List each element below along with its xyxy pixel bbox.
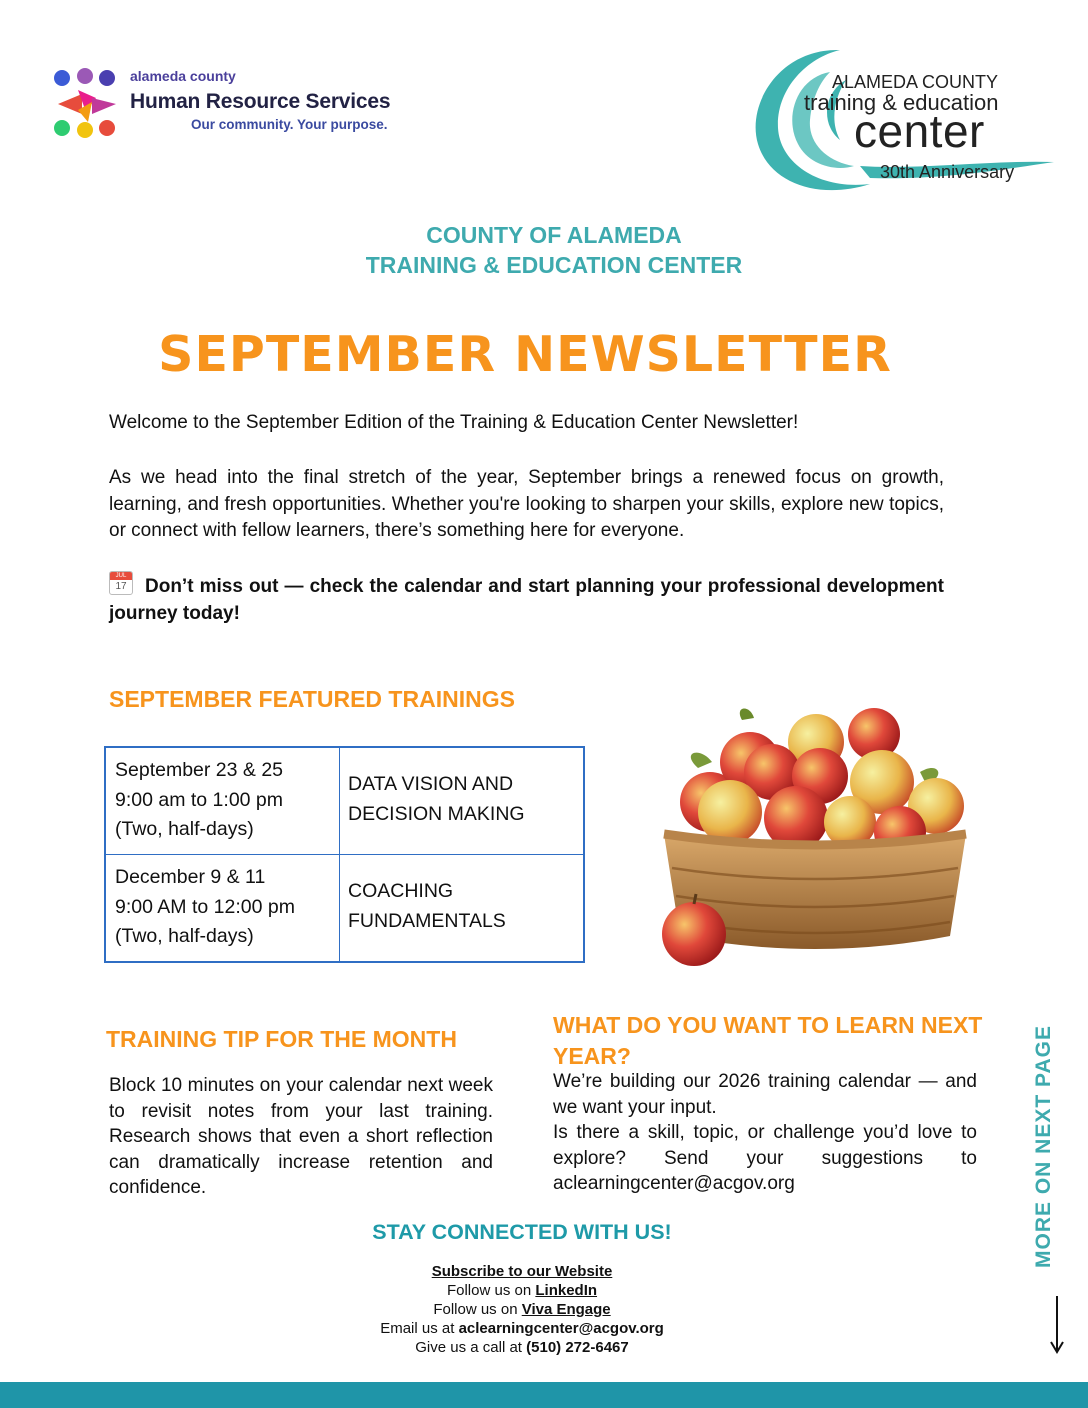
- featured-heading: SEPTEMBER FEATURED TRAININGS: [109, 686, 515, 712]
- learn-body: [553, 1069, 977, 1197]
- center-logo-anniversary: 30th Anniversary: [880, 162, 1015, 182]
- phone-number[interactable]: (510) 272-6467: [526, 1339, 629, 1356]
- training-note: (Two, half-days): [115, 818, 254, 840]
- hr-logo-county: alameda county: [130, 68, 236, 84]
- training-date: December 9 & 11: [115, 866, 266, 888]
- callout: [109, 571, 944, 627]
- follow-prefix: Follow us on: [446, 1282, 532, 1299]
- org-center-name: TRAINING & EDUCATION CENTER: [365, 252, 743, 278]
- training-time: 9:00 AM to 12:00 pm: [115, 895, 295, 918]
- table-row: [105, 855, 584, 963]
- linkedin-link[interactable]: LinkedIn: [535, 1282, 598, 1299]
- hr-logo-mark-icon: [52, 68, 122, 138]
- follow-linkedin: [0, 1281, 1044, 1300]
- training-title: [340, 747, 585, 855]
- calendar-icon-day: 17: [115, 581, 127, 592]
- learn-heading: WHAT DO YOU WANT TO LEARN NEXT YEAR?: [553, 1012, 983, 1069]
- arrow-down-icon: [1050, 1296, 1064, 1354]
- center-logo-line3: center: [854, 105, 985, 157]
- viva-engage-link[interactable]: Viva Engage: [521, 1301, 611, 1318]
- email-line: [0, 1319, 1044, 1338]
- learn-paragraph-2: Is there a skill, topic, or challenge you’d love to explore? Send your suggestions to aclearningcenter@acgov.org: [553, 1122, 977, 1194]
- training-title-line: FUNDAMENTALS: [348, 909, 506, 932]
- org-name: COUNTY OF ALAMEDA: [426, 222, 682, 248]
- stay-connected-heading: STAY CONNECTED WITH US!: [372, 1220, 672, 1244]
- intro-body: As we head into the final stretch of the year, September brings a renewed focus on growth, learning, and fresh opportunities. Whether you're looking to sharpen your skills, explore new topics, or connect with fellow learners, there’s something here for everyone.: [109, 467, 944, 541]
- training-title-line: COACHING: [348, 880, 454, 902]
- center-logo-line2: training & education: [804, 90, 999, 115]
- training-time: 9:00 am to 1:00 pm: [115, 788, 284, 811]
- more-on-next-page-label: MORE ON NEXT PAGE: [1032, 1025, 1055, 1268]
- footer-bar: [0, 1382, 1088, 1408]
- subscribe-link[interactable]: [0, 1262, 1044, 1281]
- training-title: [340, 855, 585, 963]
- newsletter-title: SEPTEMBER NEWSLETTER: [158, 326, 892, 383]
- training-when: [105, 747, 340, 855]
- learn-paragraph-1: We’re building our 2026 training calendar — and we want your input.: [553, 1071, 977, 1118]
- phone-prefix: Give us a call at: [415, 1339, 522, 1356]
- hr-services-logo: [52, 66, 412, 138]
- tip-body: Block 10 minutes on your calendar next week to revisit notes from your last training. Research shows that even a short reflection can dramatically increase retention and confidence.: [109, 1075, 493, 1198]
- training-note: (Two, half-days): [115, 925, 254, 947]
- email-prefix: Email us at: [380, 1320, 455, 1337]
- training-date: September 23 & 25: [115, 759, 284, 781]
- hr-logo-name: Human Resource Services: [130, 90, 391, 113]
- trainings-table: [104, 746, 585, 963]
- apple-basket-image: [650, 700, 980, 975]
- training-title-line: DATA VISION AND: [348, 773, 514, 795]
- email-address[interactable]: aclearningcenter@acgov.org: [458, 1320, 664, 1337]
- calendar-icon-month: JUL: [110, 572, 132, 580]
- follow-prefix: Follow us on: [433, 1301, 518, 1318]
- training-title-line: DECISION MAKING: [348, 802, 525, 825]
- welcome-text: Welcome to the September Edition of the Training & Education Center Newsletter!: [109, 412, 799, 433]
- training-when: [105, 855, 340, 963]
- calendar-icon: [109, 571, 133, 595]
- callout-text: Don’t miss out — check the calendar and start planning your professional development journey today!: [109, 576, 944, 624]
- center-logo-line1: ALAMEDA COUNTY: [832, 72, 999, 92]
- follow-viva: [0, 1300, 1044, 1319]
- subscribe-link-text[interactable]: Subscribe to our Website: [431, 1263, 613, 1280]
- table-row: [105, 747, 584, 855]
- tip-heading: TRAINING TIP FOR THE MONTH: [106, 1026, 457, 1052]
- training-center-logo: [750, 44, 1070, 200]
- phone-line: [0, 1338, 1044, 1357]
- hr-logo-tagline: Our community. Your purpose.: [191, 117, 388, 132]
